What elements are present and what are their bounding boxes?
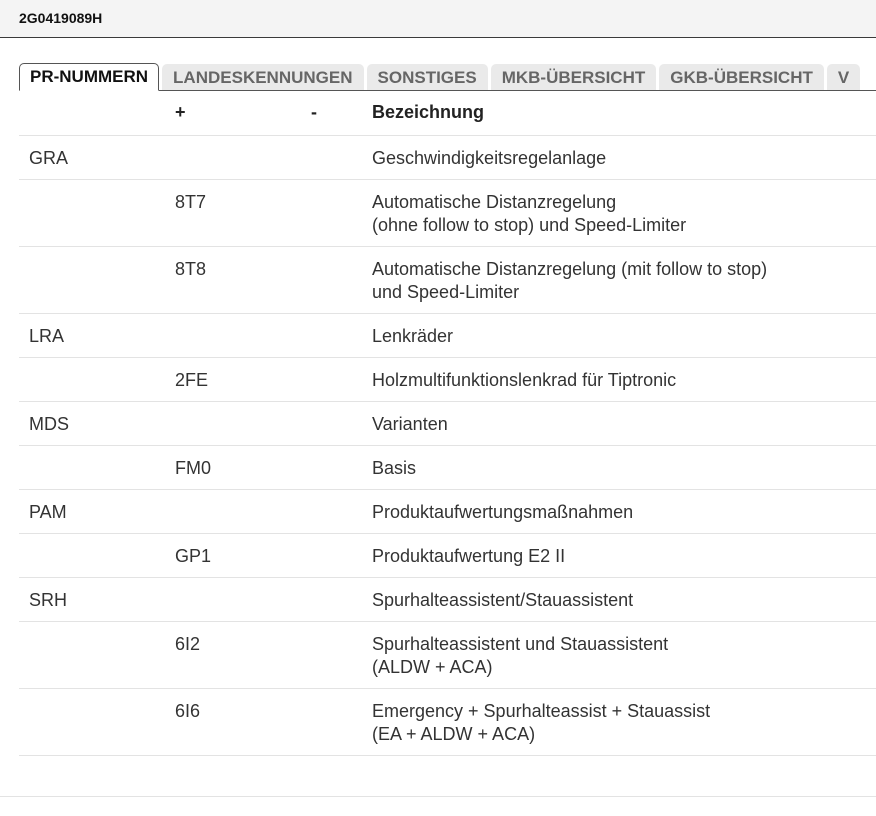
top-bar	[0, 0, 876, 38]
pr-number-table	[19, 91, 876, 756]
row-description: Automatische Distanzregelung (ohne follow to stop) und Speed-Limiter	[372, 192, 687, 235]
row-description: Automatische Distanzregelung (mit follow to stop) und Speed-Limiter	[372, 259, 768, 302]
table-row	[19, 689, 876, 756]
row-plus: 8T8	[175, 259, 207, 279]
header-plus: +	[175, 102, 186, 122]
header-minus: -	[311, 102, 317, 122]
table-header-row	[19, 91, 876, 136]
tab-0[interactable]: PR-NUMMERN	[19, 63, 159, 91]
row-description: Geschwindigkeitsregelanlage	[372, 148, 607, 168]
tab-4[interactable]: GKB-ÜBERSICHT	[659, 64, 824, 91]
row-plus: 6I2	[175, 634, 201, 654]
row-description: Holzmultifunktionslenkrad für Tiptronic	[372, 370, 677, 390]
row-plus: 2FE	[175, 370, 209, 390]
row-description: Produktaufwertungsmaßnahmen	[372, 502, 634, 522]
table-row	[19, 247, 876, 314]
table-row	[19, 358, 876, 402]
row-group: GRA	[29, 148, 69, 168]
row-description: Varianten	[372, 414, 448, 434]
header-description: Bezeichnung	[372, 102, 485, 122]
row-description: Emergency + Spurhalteassist + Stauassist (EA + ALDW + ACA)	[372, 701, 711, 744]
row-group: LRA	[29, 326, 65, 346]
row-plus: GP1	[175, 546, 212, 566]
row-description: Produktaufwertung E2 II	[372, 546, 566, 566]
table-row	[19, 534, 876, 578]
part-number: 2G0419089H	[19, 10, 103, 26]
tab-bar	[19, 63, 876, 91]
tab-3[interactable]: MKB-ÜBERSICHT	[491, 64, 657, 91]
table-row	[19, 578, 876, 622]
table-row	[19, 402, 876, 446]
row-plus: FM0	[175, 458, 211, 478]
table-row	[19, 446, 876, 490]
table-row	[19, 136, 876, 180]
tab-2[interactable]: SONSTIGES	[367, 64, 488, 91]
table-row	[19, 622, 876, 689]
row-description: Lenkräder	[372, 326, 454, 346]
table-row	[19, 180, 876, 247]
row-group: SRH	[29, 590, 68, 610]
tab-5[interactable]: V	[827, 64, 860, 91]
row-description: Basis	[372, 458, 417, 478]
row-plus: 6I6	[175, 701, 201, 721]
table-row	[19, 490, 876, 534]
bottom-divider	[0, 796, 876, 797]
row-description: Spurhalteassistent und Stauassistent (ALDW + ACA)	[372, 634, 669, 677]
table-row	[19, 314, 876, 358]
row-description: Spurhalteassistent/Stauassistent	[372, 590, 634, 610]
row-group: PAM	[29, 502, 67, 522]
tab-1[interactable]: LANDESKENNUNGEN	[162, 64, 363, 91]
row-group: MDS	[29, 414, 69, 434]
row-plus: 8T7	[175, 192, 207, 212]
